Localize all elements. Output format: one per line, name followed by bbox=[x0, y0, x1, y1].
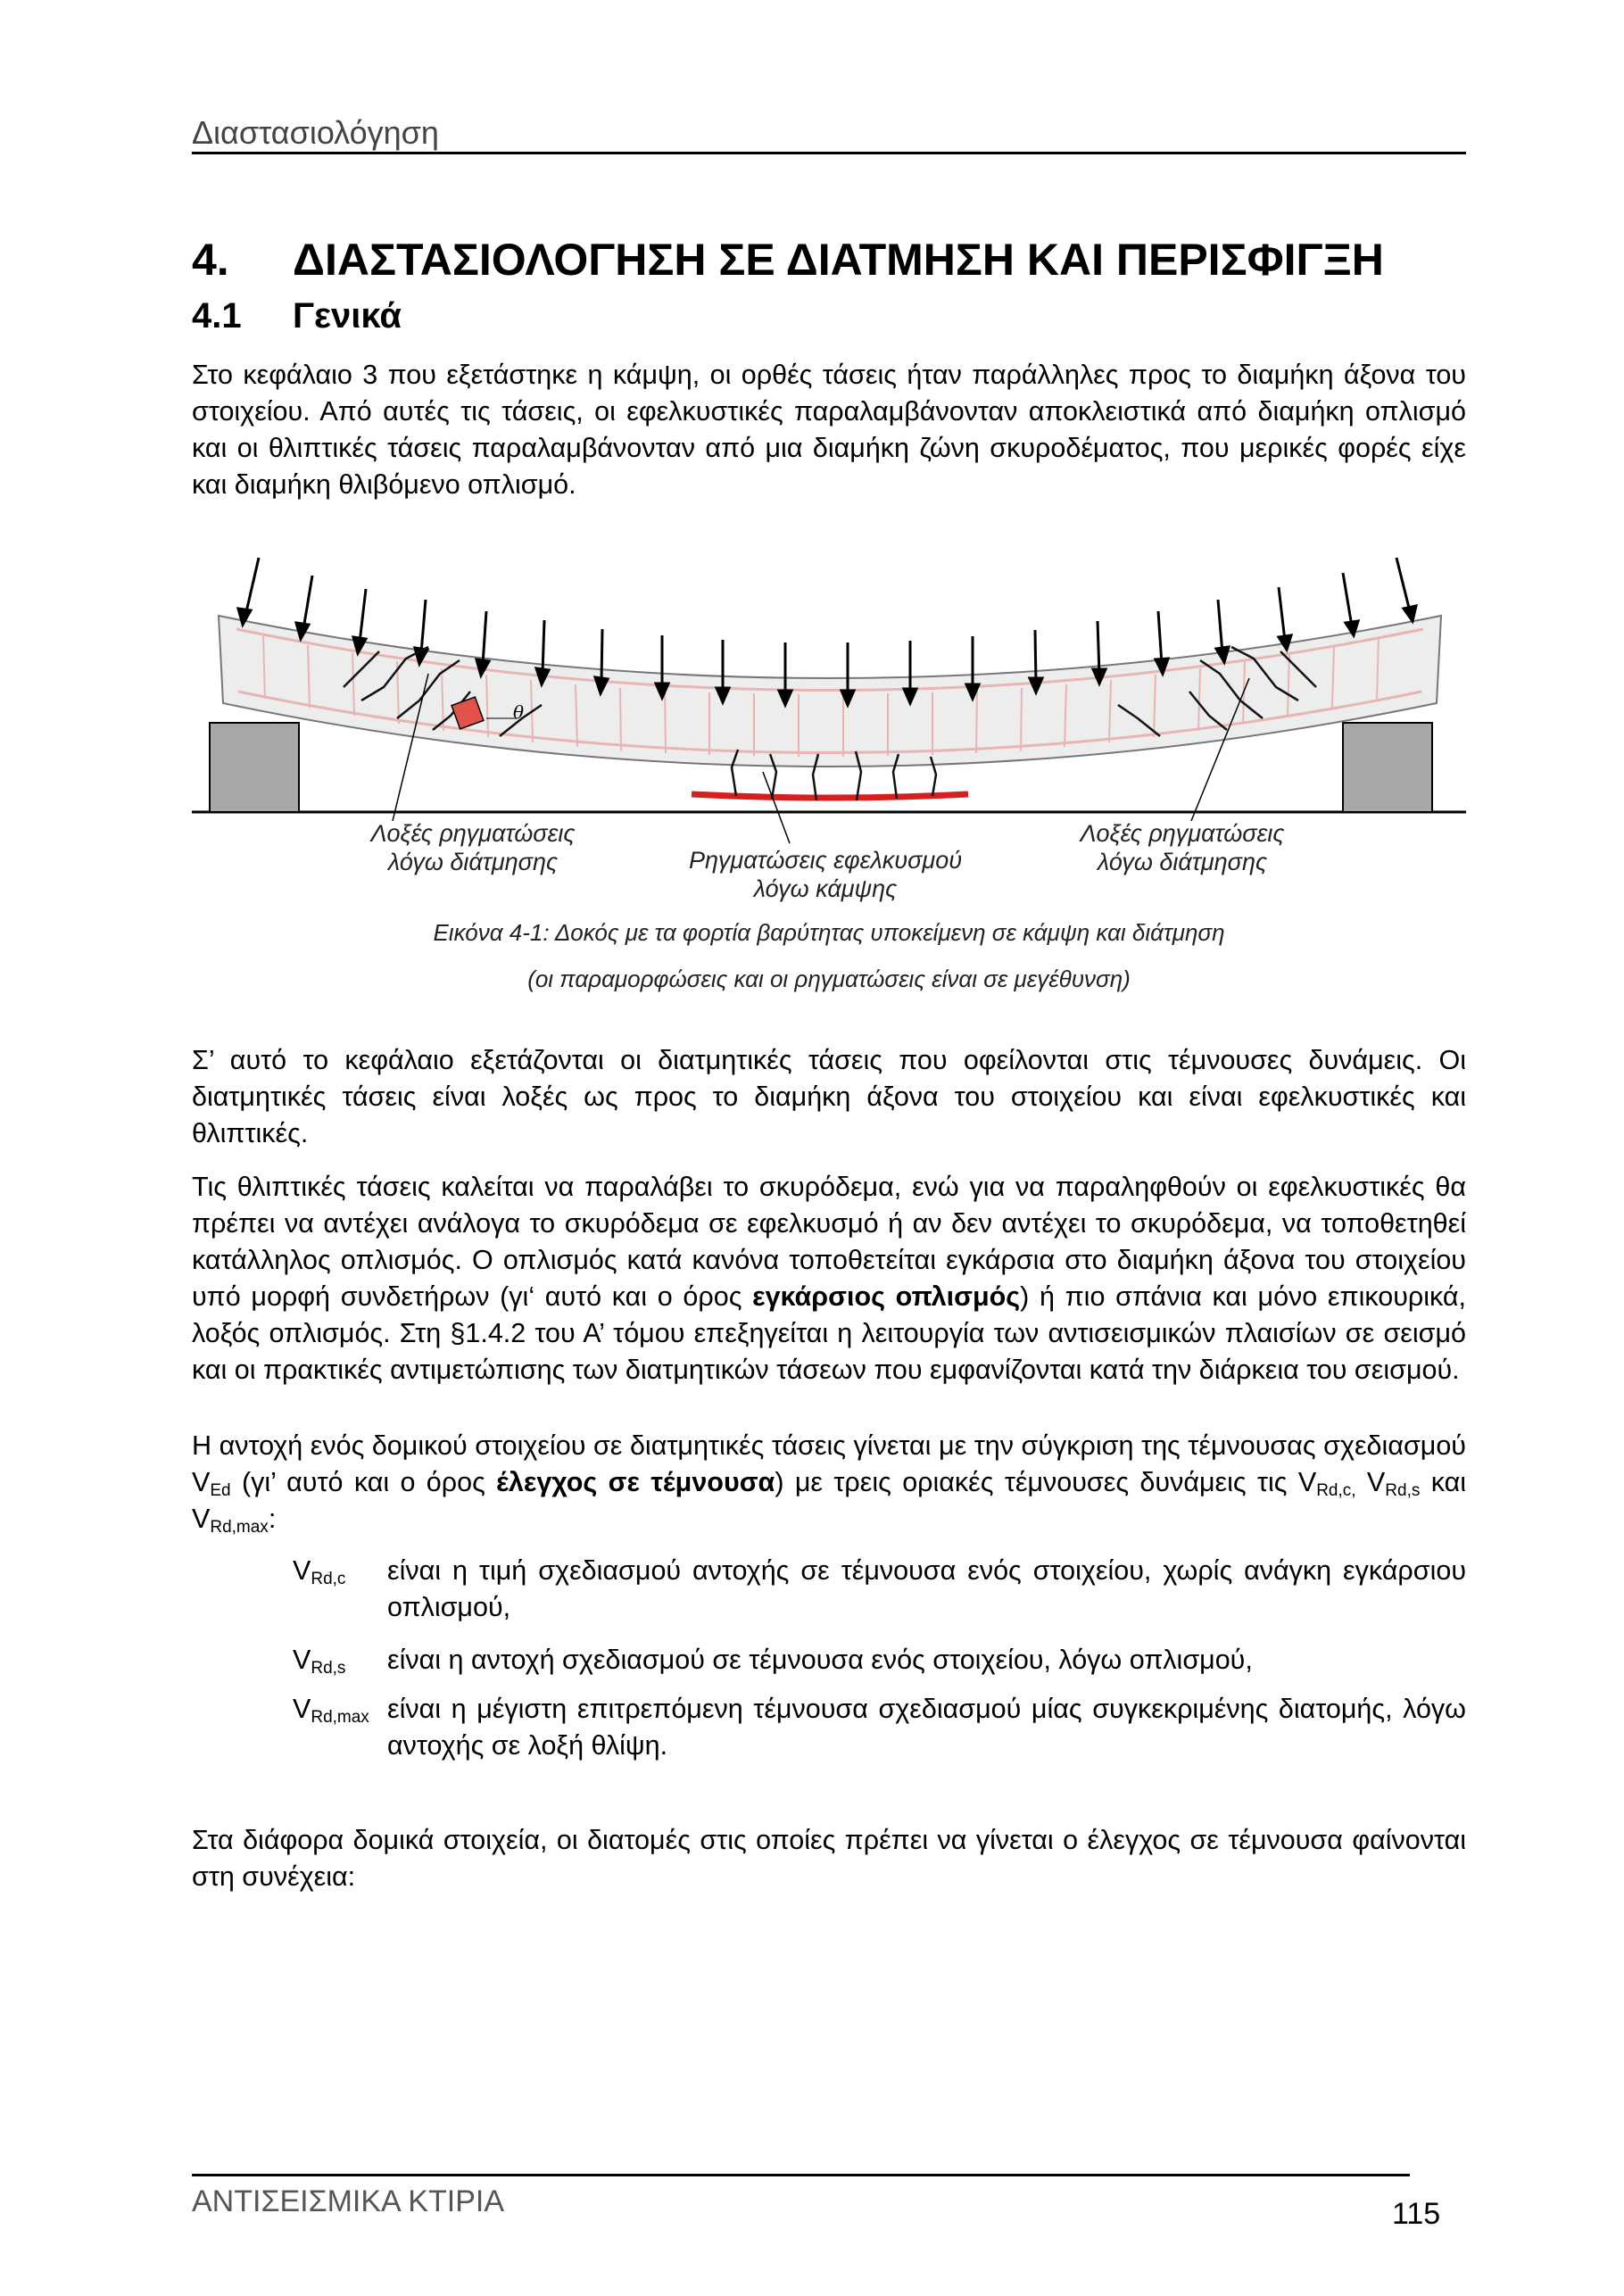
running-header: Διαστασιολόγηση bbox=[192, 114, 439, 151]
definition-symbol: $V_{Rd,max}$ bbox=[293, 1694, 369, 1727]
definition-symbol: $V_{Rd,s}$ bbox=[293, 1645, 346, 1678]
paragraph-sections: Στα διάφορα δομικά στοιχεία, οι διατομές στις οποίες πρέπει να γίνεται ο έλεγχος σε τέμνουσα φαίνονται στη συνέχεια: bbox=[192, 1825, 1466, 1892]
definition-text: είναι η τιμή σχεδιασμού αντοχής σε τέμνουσα ενός στοιχείου, χωρίς ανάγκη εγκάρσιου οπλισμού, bbox=[387, 1555, 1466, 1622]
definition-vrdmax bbox=[293, 1691, 1466, 1764]
chapter-title: ΔΙΑΣΤΑΣΙΟΛΟΓΗΣΗ ΣΕ ΔΙΑΤΜΗΣΗ ΚΑΙ ΠΕΡΙΣΦΙΓΞΗ bbox=[293, 235, 1384, 285]
p4-text-d: V bbox=[1355, 1467, 1386, 1497]
definition-text: είναι η μέγιστη επιτρεπόμενη τέμνουσα σχεδιασμού μίας συγκεκριμένης διατομής, λόγω αντοχής σε λοξή θλίψη. bbox=[387, 1694, 1466, 1761]
p4-sub-rds: Rd,s bbox=[1385, 1481, 1421, 1500]
term-transverse-reinforcement: εγκάρσιος οπλισμός bbox=[752, 1281, 1021, 1312]
p4-text-f: : bbox=[268, 1504, 277, 1534]
p4-text-a: Η αντοχή ενός δομικού στοιχείου σε διατμητικές τάσεις γίνεται με την σύγκριση της τέμνουσας σχεδιασμού V bbox=[192, 1430, 1466, 1497]
chapter-number: 4. bbox=[192, 235, 229, 285]
paragraph-shear-check bbox=[192, 1428, 1466, 1538]
p3-text-b: ) ή πιο σπάνια και μόνο επικουρικά, λοξός οπλισμός. Στη §1.4.2 του Α’ τόμου επεξηγείται η λειτουργία των αντισεισμικών πλαισίων σε σεισμό και οι πρακτικές αντιμετώπισης των διατμητικών τάσεων που εμφανίζονται κατά την διάρκεια του σεισμού. bbox=[192, 1281, 1466, 1385]
tension-zone bbox=[692, 794, 968, 798]
book-title: ΑΝΤΙΣΕΙΣΜΙΚΑ ΚΤΙΡΙΑ bbox=[192, 2184, 504, 2218]
p4-sub-rdc: Rd,c, bbox=[1316, 1481, 1356, 1500]
p3-text-a: Τις θλιπτικές τάσεις καλείται να παραλάβει το σκυρόδεμα, ενώ για να παραληφθούν οι εφελκυστικές θα πρέπει να αντέχει ανάλογα το σκυρόδεμα σε εφελκυσμό ή αν δεν αντέχει το σκυρόδεμα, να τοποθετηθεί κατάλληλος οπλισμός. Ο οπλισμός κατά κανόνα τοποθετείται εγκάρσια στο διαμήκη άξονα του στοιχείου υπό μορφή συνδετήρων (γι‘ αυτό και ο όρος bbox=[192, 1172, 1466, 1312]
definition-vrdc bbox=[293, 1553, 1466, 1626]
label-shear-cracks-right: Λοξές ρηγματώσεις λόγω διάτμησης bbox=[1080, 820, 1285, 875]
paragraph-reinforcement bbox=[192, 1169, 1466, 1388]
paragraph-intro: Στο κεφάλαιο 3 που εξετάστηκε η κάμψη, οι ορθές τάσεις ήταν παράλληλες προς το διαμήκη άξονα του στοιχείου. Από αυτές τις τάσεις, οι εφελκυστικές παραλαμβάνονταν αποκλειστικά από διαμήκη οπλισμό και οι θλιπτικές τάσεις παραλαμβάνονταν από μια διαμήκη ζώνη σκυροδέματος, που μερικές φορές είχε και διαμήκη θλιβόμενο οπλισμό. bbox=[192, 360, 1466, 500]
header-rule bbox=[192, 152, 1466, 154]
p4-text-c: ) με τρεις οριακές τέμνουσες δυνάμεις τις V bbox=[775, 1467, 1317, 1497]
definition-text: είναι η αντοχή σχεδιασμού σε τέμνουσα ενός στοιχείου, λόγω οπλισμού, bbox=[387, 1645, 1253, 1675]
paragraph-shear-stresses: Σ’ αυτό το κεφάλαιο εξετάζονται οι διατμητικές τάσεις που οφείλονται στις τέμνουσες δυνάμεις. Οι διατμητικές τάσεις είναι λοξές ως προς το διαμήκη άξονα του στοιχείου και είναι εφελκυστικές και θλιπτικές. bbox=[192, 1045, 1466, 1148]
theta-symbol: θ bbox=[513, 701, 525, 723]
definition-vrds bbox=[293, 1642, 1466, 1678]
label-shear-cracks-left: Λοξές ρηγματώσεις λόγω διάτμησης bbox=[370, 820, 576, 875]
term-shear-check: έλεγχος σε τέμνουσα bbox=[496, 1467, 775, 1497]
definition-symbol: $V_{Rd,c}$ bbox=[293, 1555, 346, 1588]
leader-center bbox=[763, 772, 790, 843]
section-title: Γενικά bbox=[293, 296, 402, 336]
p4-text-e: και V bbox=[192, 1467, 1467, 1534]
figure-caption: Εικόνα 4-1: Δοκός με τα φορτία βαρύτητας υποκείμενη σε κάμψη και διάτμηση bbox=[433, 919, 1225, 946]
p4-text-b: (γι’ αυτό και ο όρος bbox=[230, 1467, 497, 1497]
section-number: 4.1 bbox=[192, 296, 242, 336]
p4-sub-rdmax: Rd,max bbox=[210, 1518, 269, 1537]
left-support bbox=[210, 723, 299, 812]
p4-sub-ed: Ed bbox=[210, 1481, 231, 1500]
page-number: 115 bbox=[1392, 2197, 1441, 2231]
label-flexural-cracks: Ρηγματώσεις εφελκυσμού λόγω κάμψης bbox=[688, 847, 963, 902]
footer-rule bbox=[192, 2174, 1410, 2176]
right-support bbox=[1343, 723, 1432, 812]
figure-caption-note: (οι παραμορφώσεις και οι ρηγματώσεις είναι σε μεγέθυνση) bbox=[527, 966, 1131, 992]
